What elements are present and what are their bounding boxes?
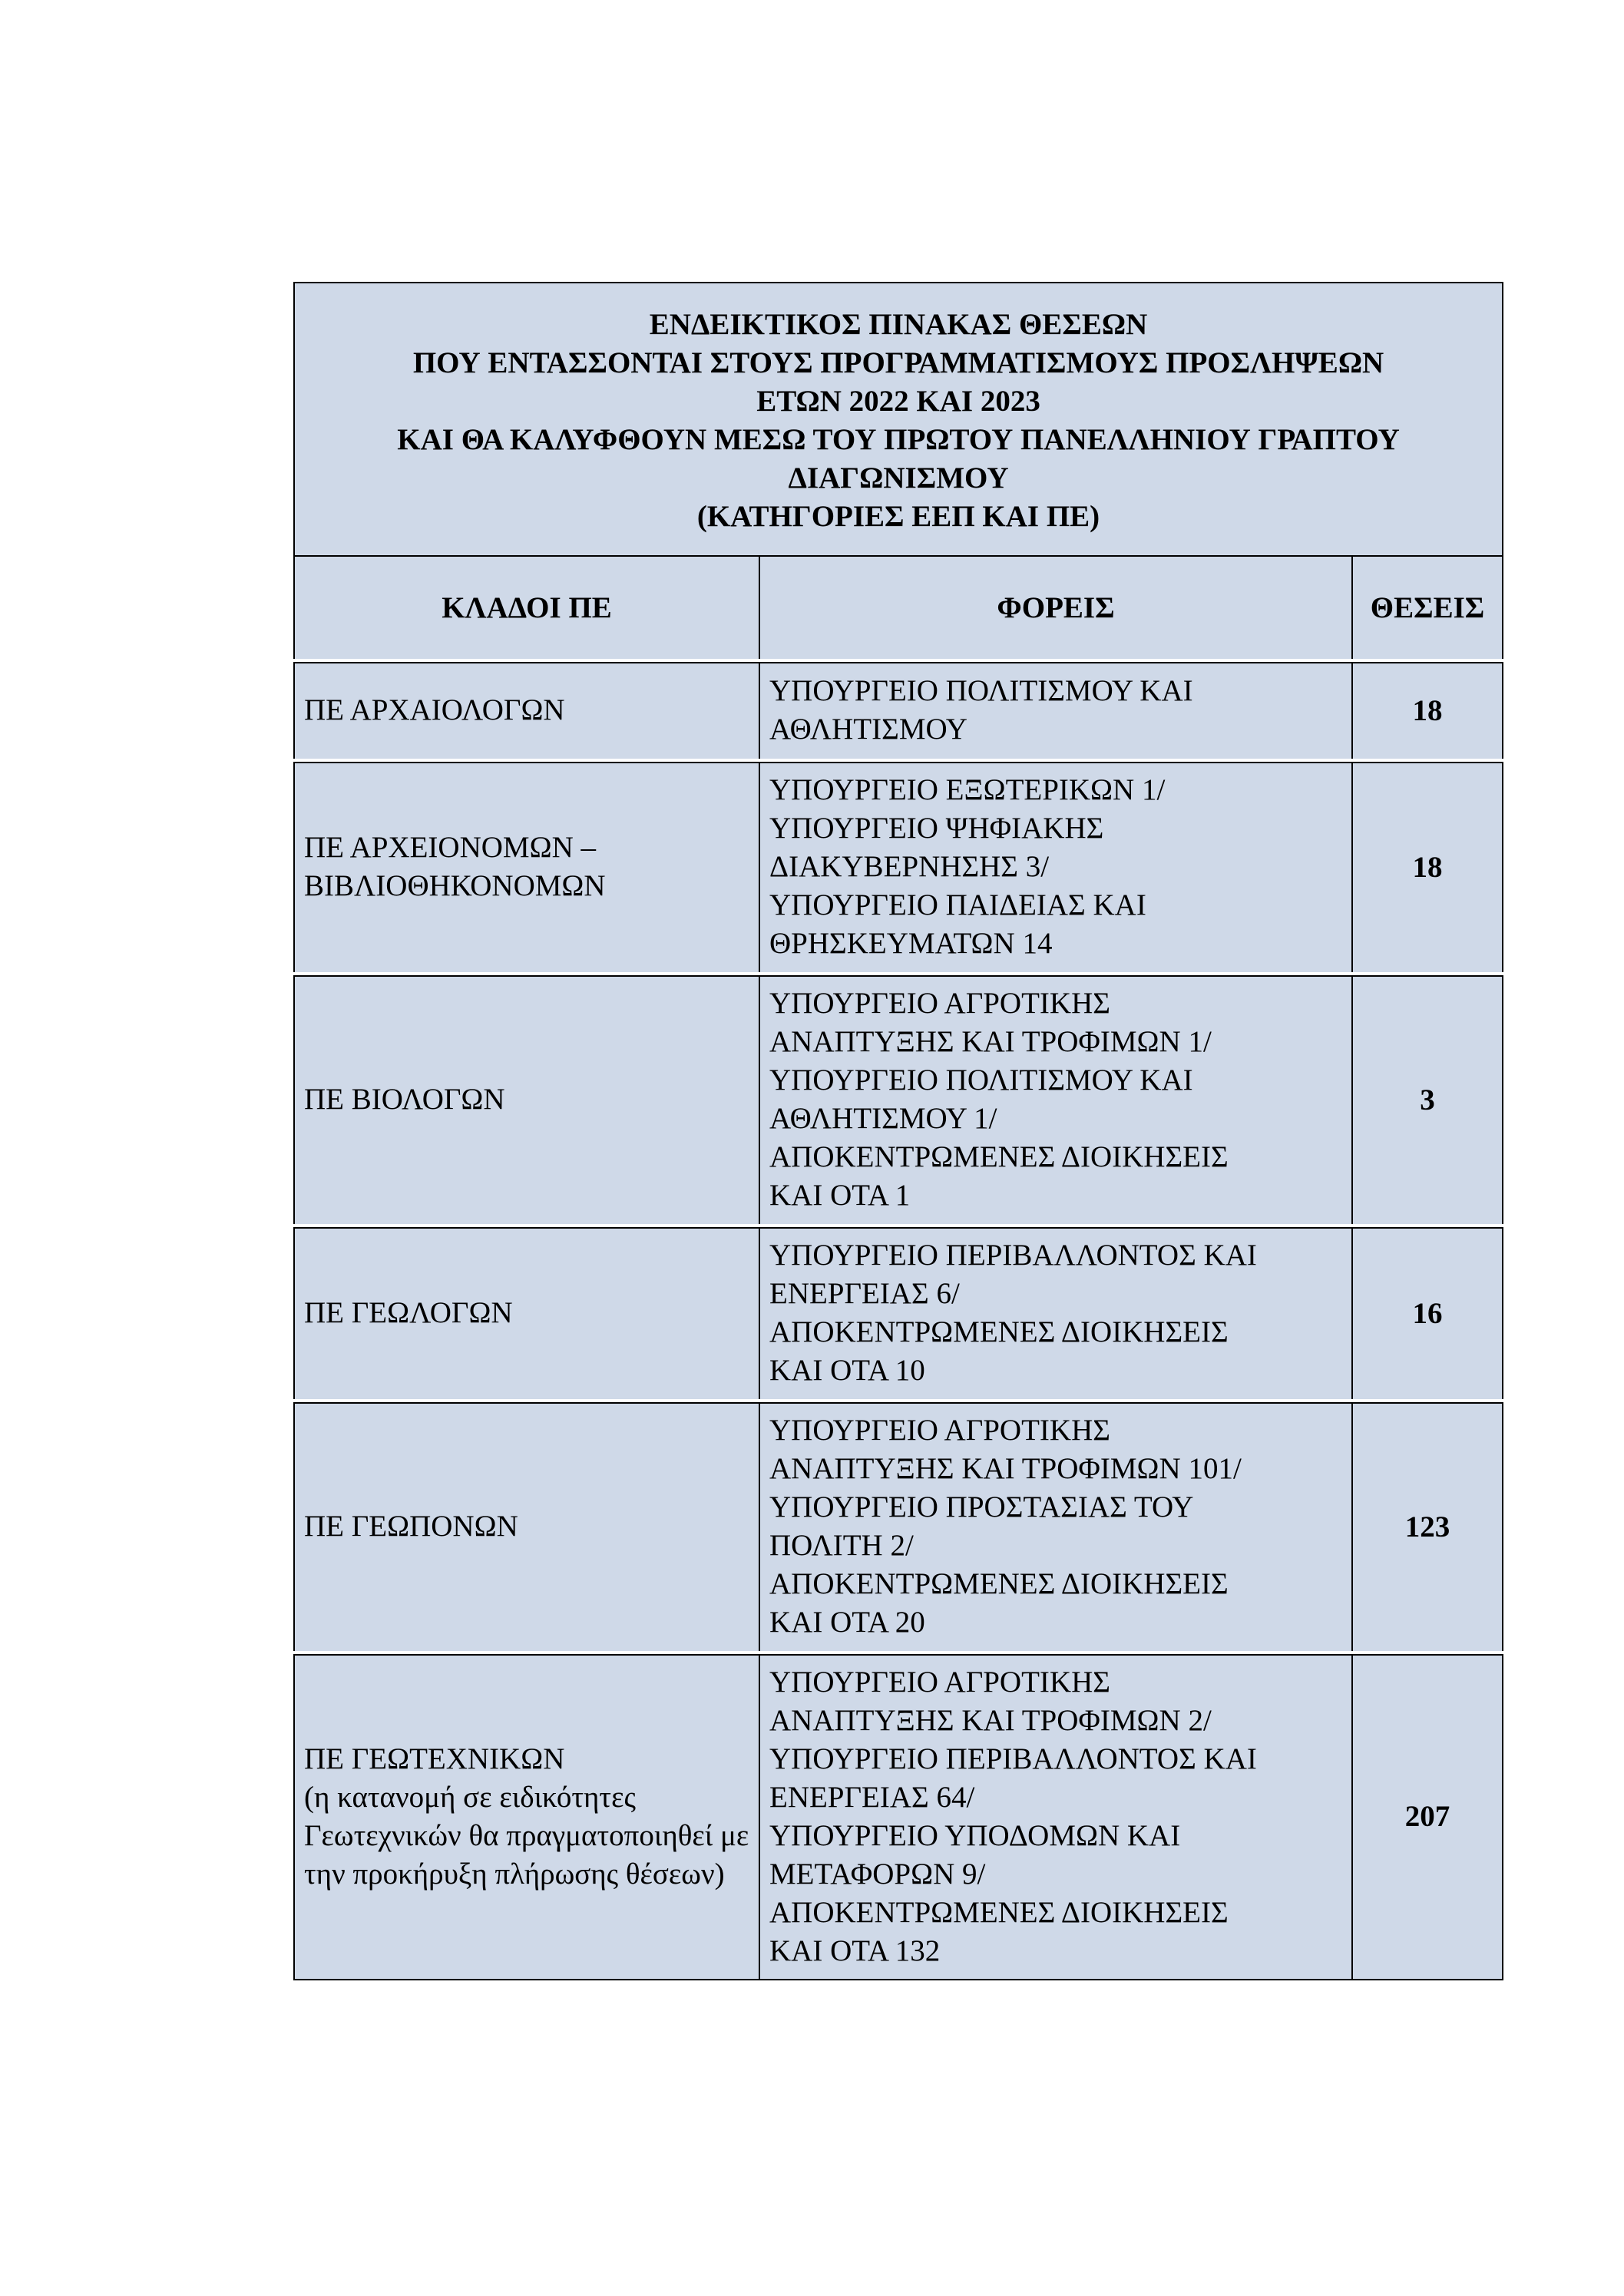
table-row xyxy=(294,660,1503,760)
agency-line: ΥΠΟΥΡΓΕΙΟ ΠΕΡΙΒΑΛΛΟΝΤΟΣ ΚΑΙ xyxy=(769,1742,1257,1775)
branch-name: ΠΕ ΑΡΧΑΙΟΛΟΓΩΝ xyxy=(304,693,565,726)
agencies-cell xyxy=(759,1226,1352,1401)
agency-line: ΕΝΕΡΓΕΙΑΣ 64/ xyxy=(769,1780,975,1814)
header-agencies: ΦΟΡΕΙΣ xyxy=(759,556,1352,660)
agencies-cell xyxy=(759,1653,1352,1980)
agency-line: ΥΠΟΥΡΓΕΙΟ ΠΟΛΙΤΙΣΜΟΥ ΚΑΙ xyxy=(769,1064,1193,1097)
title-line: ΚΑΙ ΘΑ ΚΑΛΥΦΘΟΥΝ ΜΕΣΩ ΤΟΥ ΠΡΩΤΟΥ ΠΑΝΕΛΛΗΝΙΟΥ ΓΡΑΠΤΟΥ xyxy=(397,423,1400,456)
positions-count: 16 xyxy=(1352,1226,1503,1401)
branch-cell xyxy=(294,760,759,974)
branch-name: ΠΕ ΓΕΩΛΟΓΩΝ xyxy=(304,1296,513,1329)
agencies-cell xyxy=(759,760,1352,974)
header-row xyxy=(294,556,1503,660)
branch-name: ΠΕ ΓΕΩΠΟΝΩΝ xyxy=(304,1510,518,1543)
header-branches: ΚΛΑΔΟΙ ΠΕ xyxy=(294,556,759,660)
title-line: ΠΟΥ ΕΝΤΑΣΣΟΝΤΑΙ ΣΤΟΥΣ ΠΡΟΓΡΑΜΜΑΤΙΣΜΟΥΣ ΠΡΟΣΛΗΨΕΩΝ xyxy=(412,346,1384,379)
agency-line: ΥΠΟΥΡΓΕΙΟ ΠΑΙΔΕΙΑΣ ΚΑΙ xyxy=(769,888,1146,921)
agency-line: ΑΝΑΠΤΥΞΗΣ ΚΑΙ ΤΡΟΦΙΜΩΝ 101/ xyxy=(769,1452,1242,1485)
table-row xyxy=(294,974,1503,1226)
agency-line: ΥΠΟΥΡΓΕΙΟ ΠΡΟΣΤΑΣΙΑΣ ΤΟΥ xyxy=(769,1490,1194,1523)
table-row xyxy=(294,1226,1503,1401)
agency-line: ΕΝΕΡΓΕΙΑΣ 6/ xyxy=(769,1277,960,1310)
branch-cell xyxy=(294,1226,759,1401)
positions-count: 207 xyxy=(1352,1653,1503,1980)
agency-line: ΑΠΟΚΕΝΤΡΩΜΕΝΕΣ ΔΙΟΙΚΗΣΕΙΣ xyxy=(769,1567,1229,1600)
agency-line: ΑΠΟΚΕΝΤΡΩΜΕΝΕΣ ΔΙΟΙΚΗΣΕΙΣ xyxy=(769,1140,1229,1173)
agencies-cell xyxy=(759,1401,1352,1653)
positions-count: 123 xyxy=(1352,1401,1503,1653)
title-line: ΔΙΑΓΩΝΙΣΜΟΥ xyxy=(788,462,1009,495)
agency-line: ΥΠΟΥΡΓΕΙΟ ΕΞΩΤΕΡΙΚΩΝ 1/ xyxy=(769,773,1166,806)
agency-line: ΥΠΟΥΡΓΕΙΟ ΑΓΡΟΤΙΚΗΣ xyxy=(769,1665,1110,1699)
table-title-row xyxy=(294,283,1503,556)
agency-line: ΥΠΟΥΡΓΕΙΟ ΥΠΟΔΟΜΩΝ ΚΑΙ xyxy=(769,1818,1181,1852)
agencies-cell xyxy=(759,660,1352,760)
branch-cell xyxy=(294,1401,759,1653)
title-line: ΕΤΩΝ 2022 ΚΑΙ 2023 xyxy=(756,385,1040,418)
agency-line: ΚΑΙ ΟΤΑ 132 xyxy=(769,1934,941,1967)
branch-name: ΠΕ ΑΡΧΕΙΟΝΟΜΩΝ – xyxy=(304,831,596,864)
agency-line: ΠΟΛΙΤΗ 2/ xyxy=(769,1529,914,1562)
table-row xyxy=(294,760,1503,974)
agency-line: ΥΠΟΥΡΓΕΙΟ ΠΕΡΙΒΑΛΛΟΝΤΟΣ ΚΑΙ xyxy=(769,1239,1257,1272)
agencies-cell xyxy=(759,974,1352,1226)
branch-note: (η κατανομή σε ειδικότητες Γεωτεχνικών θα πραγματοποιηθεί με την προκήρυξη πλήρωσης θέσεων) xyxy=(304,1780,749,1891)
table-row xyxy=(294,1401,1503,1653)
agency-line: ΥΠΟΥΡΓΕΙΟ ΠΟΛΙΤΙΣΜΟΥ ΚΑΙ xyxy=(769,674,1193,707)
positions-count: 18 xyxy=(1352,660,1503,760)
branch-cell xyxy=(294,1653,759,1980)
agency-line: ΑΠΟΚΕΝΤΡΩΜΕΝΕΣ ΔΙΟΙΚΗΣΕΙΣ xyxy=(769,1895,1229,1929)
agency-line: ΥΠΟΥΡΓΕΙΟ ΨΗΦΙΑΚΗΣ xyxy=(769,812,1104,845)
agency-line: ΥΠΟΥΡΓΕΙΟ ΑΓΡΟΤΙΚΗΣ xyxy=(769,987,1110,1020)
branch-name: ΠΕ ΒΙΟΛΟΓΩΝ xyxy=(304,1083,505,1116)
agency-line: ΑΠΟΚΕΝΤΡΩΜΕΝΕΣ ΔΙΟΙΚΗΣΕΙΣ xyxy=(769,1315,1229,1348)
title-line: (ΚΑΤΗΓΟΡΙΕΣ ΕΕΠ ΚΑΙ ΠΕ) xyxy=(696,500,1100,533)
agency-line: ΑΘΛΗΤΙΣΜΟΥ 1/ xyxy=(769,1102,997,1135)
agency-line: ΑΝΑΠΤΥΞΗΣ ΚΑΙ ΤΡΟΦΙΜΩΝ 1/ xyxy=(769,1025,1212,1058)
agency-line: ΚΑΙ ΟΤΑ 10 xyxy=(769,1354,925,1387)
table-row xyxy=(294,1653,1503,1980)
branch-cell xyxy=(294,660,759,760)
agency-line: ΑΘΛΗΤΙΣΜΟΥ xyxy=(769,713,967,746)
agency-line: ΑΝΑΠΤΥΞΗΣ ΚΑΙ ΤΡΟΦΙΜΩΝ 2/ xyxy=(769,1703,1212,1737)
title-line: ΕΝΔΕΙΚΤΙΚΟΣ ΠΙΝΑΚΑΣ ΘΕΣΕΩΝ xyxy=(649,308,1148,341)
branch-cell xyxy=(294,974,759,1226)
agency-line: ΚΑΙ ΟΤΑ 20 xyxy=(769,1606,925,1639)
table-title xyxy=(294,283,1503,556)
agency-line: ΘΡΗΣΚΕΥΜΑΤΩΝ 14 xyxy=(769,927,1053,960)
agency-line: ΚΑΙ ΟΤΑ 1 xyxy=(769,1179,911,1212)
agency-line: ΜΕΤΑΦΟΡΩΝ 9/ xyxy=(769,1857,986,1891)
agency-line: ΔΙΑΚΥΒΕΡΝΗΣΗΣ 3/ xyxy=(769,850,1050,883)
header-positions: ΘΕΣΕΙΣ xyxy=(1352,556,1503,660)
positions-count: 3 xyxy=(1352,974,1503,1226)
branch-name-continued: ΒΙΒΛΙΟΘΗΚΟΝΟΜΩΝ xyxy=(304,869,606,902)
agency-line: ΥΠΟΥΡΓΕΙΟ ΑΓΡΟΤΙΚΗΣ xyxy=(769,1414,1110,1447)
positions-count: 18 xyxy=(1352,760,1503,974)
branch-name: ΠΕ ΓΕΩΤΕΧΝΙΚΩΝ xyxy=(304,1742,565,1775)
positions-table xyxy=(293,282,1503,1980)
